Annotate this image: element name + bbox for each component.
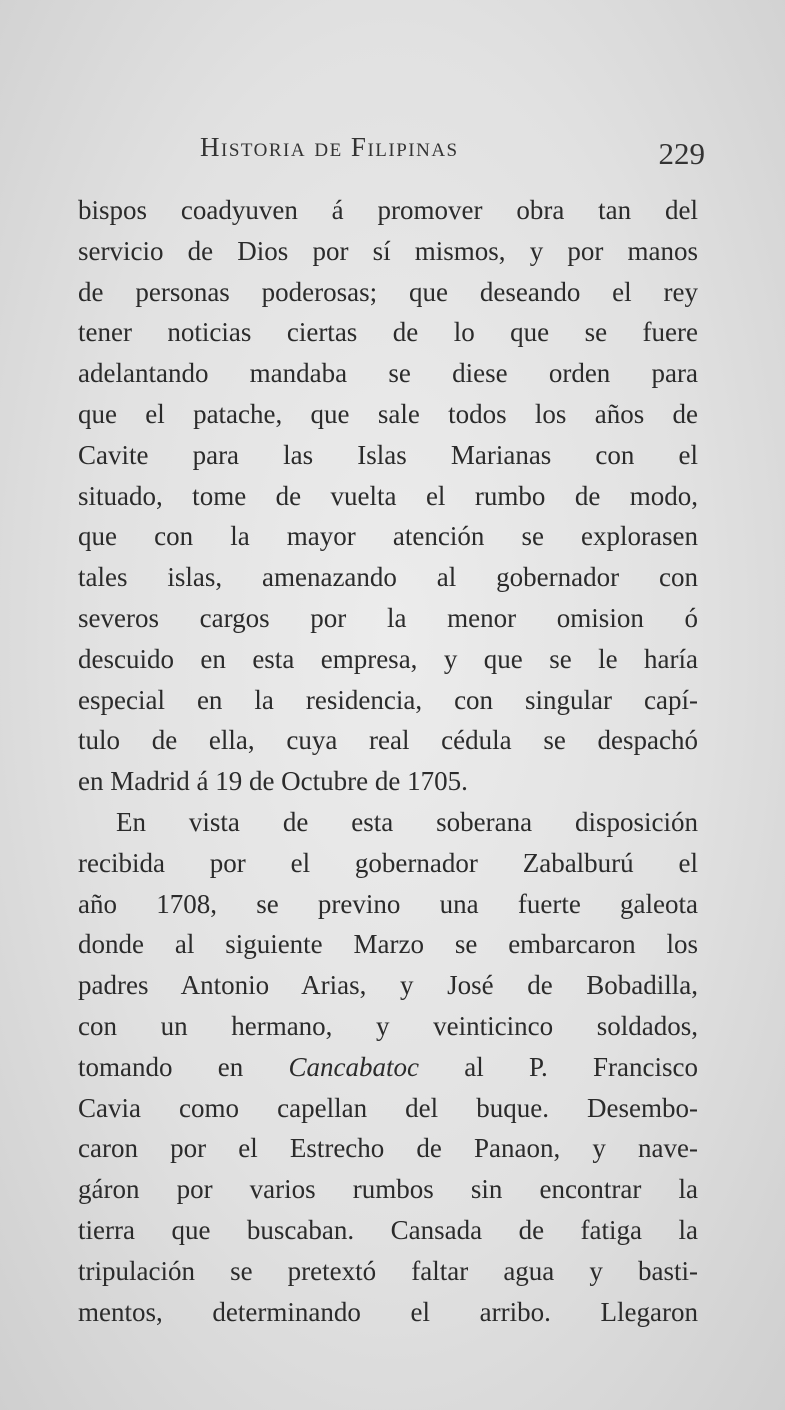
text-line: mentos, determinando el arribo. Llegaron [78, 1296, 698, 1327]
text-segment: al P. Francisco [464, 1051, 698, 1082]
text-line: servicio de Dios por sí mismos, y por manos [78, 235, 698, 266]
text-line: de personas poderosas; que deseando el rey [78, 276, 698, 307]
text-line: Cavia como capellan del buque. Desembo- [78, 1092, 698, 1123]
text-line-paragraph-start: En vista de esta soberana disposición [116, 806, 698, 837]
text-segment: tomando en [78, 1051, 244, 1082]
body-text [78, 190, 698, 1332]
text-line: situado, tome de vuelta el rumbo de modo, [78, 480, 698, 511]
text-line: que con la mayor atención se explorasen [78, 521, 698, 552]
text-line: descuido en esta empresa, y que se le haría [78, 643, 698, 674]
text-line: severos cargos por la menor omision ó [78, 602, 698, 633]
text-line: Cavite para las Islas Marianas con el [78, 439, 698, 470]
text-line: con un hermano, y veinticinco soldados, [78, 1010, 698, 1041]
text-line: padres Antonio Arias, y José de Bobadilla, [78, 970, 698, 1001]
text-line: tener noticias ciertas de lo que se fuere [78, 317, 698, 348]
text-line: tales islas, amenazando al gobernador con [78, 562, 698, 593]
text-line: tripulación se pretextó faltar agua y basti- [78, 1255, 698, 1286]
text-line: bispos coadyuven á promover obra tan del [78, 195, 698, 225]
text-line: que el patache, que sale todos los años de [78, 398, 698, 429]
running-title: Historia de Filipinas [200, 132, 459, 162]
text-line: donde al siguiente Marzo se embarcaron los [78, 929, 698, 960]
page-number: 229 [658, 136, 705, 171]
text-line: caron por el Estrecho de Panaon, y nave- [78, 1133, 698, 1164]
text-line-mixed [78, 1047, 698, 1088]
text-line: en Madrid á 19 de Octubre de 1705. [78, 766, 468, 797]
text-line: gáron por varios rumbos sin encontrar la [78, 1174, 698, 1205]
text-line: recibida por el gobernador Zabalburú el [78, 847, 698, 878]
page-header [200, 128, 705, 178]
text-line: especial en la residencia, con singular capí- [78, 684, 698, 715]
text-line: adelantando mandaba se diese orden para [78, 358, 698, 389]
text-line: tulo de ella, cuya real cédula se despachó [78, 725, 698, 756]
text-line: año 1708, se previno una fuerte galeota [78, 888, 698, 919]
text-line: tierra que buscaban. Cansada de fatiga la [78, 1214, 698, 1245]
place-name-italic: Cancabatoc [288, 1051, 419, 1082]
